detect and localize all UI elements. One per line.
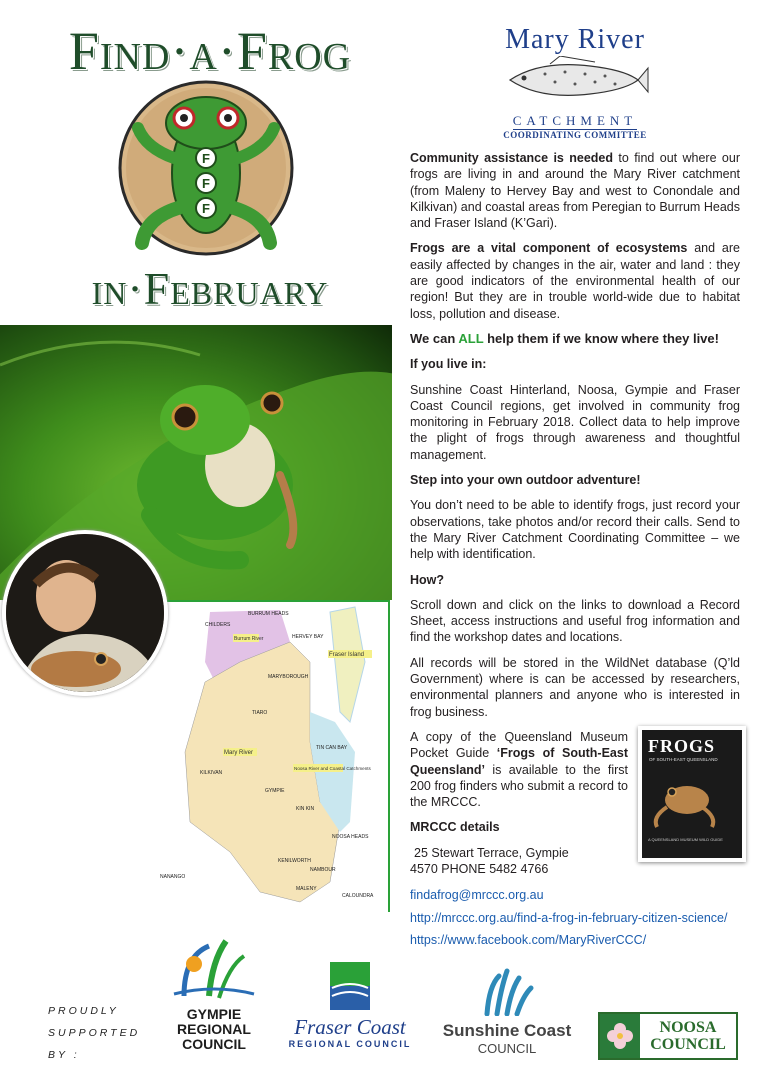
adventure-heading: Step into your own outdoor adventure! (410, 473, 641, 488)
map-label: HERVEY BAY (292, 634, 324, 640)
contact-phone: 4570 PHONE 5482 4766 (410, 861, 549, 876)
all-help-pre: We can (410, 330, 459, 346)
logo-letter: F (202, 201, 210, 216)
vital-paragraph (410, 240, 740, 321)
mrccc-logo (480, 24, 670, 144)
book-subtitle: OF SOUTH-EAST QUEENSLAND (649, 757, 718, 762)
map-region: Burrum River (234, 636, 264, 642)
website-link[interactable]: http://mrccc.org.au/find-a-frog-in-february-citizen-science/ (410, 910, 728, 925)
sunshine-coast-sub: COUNCIL (477, 1041, 537, 1056)
gympie-line-1: GYMPIE (186, 1006, 242, 1022)
map-label: NOOSA HEADS (332, 834, 369, 840)
contact-heading: MRCCC details (410, 820, 500, 835)
map-label: CALOUNDRA (342, 893, 374, 899)
map-label: MALENY (296, 886, 317, 892)
frog-logo-icon (116, 78, 296, 258)
supported-line-1: PROUDLY (48, 1005, 119, 1017)
book-cover (638, 726, 746, 862)
noosa-line-1: NOOSA (659, 1019, 717, 1036)
map-label: NANANGO (160, 874, 186, 880)
live-in-body: Sunshine Coast Hinterland, Noosa, Gympie and Fraser Coast Council regions, get involved in community frog monitoring in February 2018. Collect data to help improve the plight of frogs through awareness and thoughtful management. (410, 382, 740, 462)
map-label: NAMBOUR (310, 867, 336, 873)
map-label: CHILDERS (205, 622, 231, 628)
intro-rest: to find out where our frogs are living in and around the Mary River catchment (from Maleny to Hervey Bay and west to Conondale and Kilkivan) and coastal areas from Peregian to Burrum Heads and Fraser Island (K’Gari). (410, 151, 740, 231)
map-label: BURRUM HEADS (248, 611, 289, 617)
fraser-coast-logo (284, 962, 416, 1062)
all-help-post: help them if we know where they live! (483, 330, 719, 346)
fraser-coast-emblem-icon (330, 962, 370, 1010)
email-link[interactable]: findafrog@mrccc.org.au (410, 888, 544, 903)
noosa-council-logo (598, 1012, 738, 1060)
sunshine-coast-name: Sunshine Coast (442, 1021, 572, 1040)
how-body: Scroll down and click on the links to download a Record Sheet, access instructions and useful frog information and find the workshop dates and locations. (410, 597, 740, 645)
all-help-line (410, 331, 740, 347)
map-label: GYMPIE (265, 788, 285, 794)
intro-lead: Community assistance is needed (410, 151, 614, 165)
sunshine-coast-logo (432, 966, 582, 1060)
fish-icon (500, 56, 650, 104)
noosa-flower-icon (605, 1021, 635, 1051)
facebook-link[interactable]: https://www.facebook.com/MaryRiverCCC/ (410, 932, 647, 947)
contact-address: 25 Stewart Terrace, Gympie (414, 845, 569, 860)
title-top: Find·a·Frog (68, 21, 352, 81)
mrccc-catchment: CATCHMENT (512, 113, 638, 128)
gympie-line-2: REGIONAL (177, 1021, 251, 1037)
map-label: MARYBOROUGH (268, 674, 309, 680)
vital-rest: and are easily affected by changes in the air, water and land : they are good indicators of the environmental health of our region! But they are in trouble world-wide due to habitat loss, pollution and disease. (410, 241, 741, 321)
book-offer-paragraph (410, 729, 628, 810)
map-region: Noosa River and Coastal Catchments (294, 766, 371, 771)
map-label: TIN CAN BAY (316, 745, 348, 751)
fraser-coast-sub: REGIONAL COUNCIL (288, 1039, 412, 1049)
noosa-flower-box (600, 1014, 640, 1058)
all-help-all: ALL (458, 330, 484, 346)
map-label: KILKIVAN (200, 770, 223, 776)
noosa-line-2: COUNCIL (650, 1036, 726, 1053)
map-label: KENILWORTH (278, 858, 311, 864)
catchment-map (160, 600, 390, 912)
mrccc-committee: COORDINATING COMMITTEE (503, 130, 647, 140)
book-offer-title: ‘Frogs of South-East Queensland’ (410, 746, 628, 777)
how-heading: How? (410, 572, 445, 587)
live-in-heading: If you live in: (410, 357, 487, 372)
title-bottom: in·February (91, 263, 329, 314)
fraser-coast-name: Fraser Coast (294, 1015, 406, 1039)
book-title: FROGS (648, 736, 716, 756)
map-label: KIN KIN (296, 806, 315, 812)
book-offer-pre: A copy of the Queensland Museum Pocket Guide (410, 729, 628, 761)
vital-lead: Frogs are a vital component of ecosystems (410, 241, 688, 256)
portrait-photo (2, 530, 168, 696)
intro-paragraph (410, 150, 740, 231)
gympie-council-logo (162, 936, 266, 1058)
map-region: Fraser Island (329, 652, 365, 658)
gympie-logo-icon (164, 936, 264, 1002)
logo-letter: F (202, 176, 210, 191)
mrccc-name: Mary River (505, 24, 645, 55)
book-footer: A QUEENSLAND MUSEUM WILD GUIDE (648, 837, 723, 842)
book-frog-icon (642, 762, 734, 832)
book-offer-post: is available to the first 200 frog finders who submit a record to the MRCCC. (410, 762, 628, 810)
logo-letter: F (202, 151, 210, 166)
adventure-body: You don’t need to be able to identify frogs, just record your observations, take photos and/or record their calls. Send to the Mary River Catchment Coordinating Committee – we help with identification. (410, 498, 740, 562)
portrait-illustration (6, 534, 164, 692)
map-region: Mary River (224, 750, 254, 756)
supported-by-label (48, 1000, 148, 1066)
gympie-line-3: COUNCIL (182, 1036, 246, 1052)
sunshine-coast-emblem-icon (477, 966, 537, 1016)
supported-line-2: SUPPORTED BY : (48, 1027, 141, 1061)
map-illustration (160, 602, 388, 912)
records-paragraph: All records will be stored in the WildNet database (Q’ld Government) where is can be accessed by researchers, environmental planners and anyone who is interested in frog business. (410, 655, 740, 719)
map-label: TIARO (252, 710, 268, 716)
